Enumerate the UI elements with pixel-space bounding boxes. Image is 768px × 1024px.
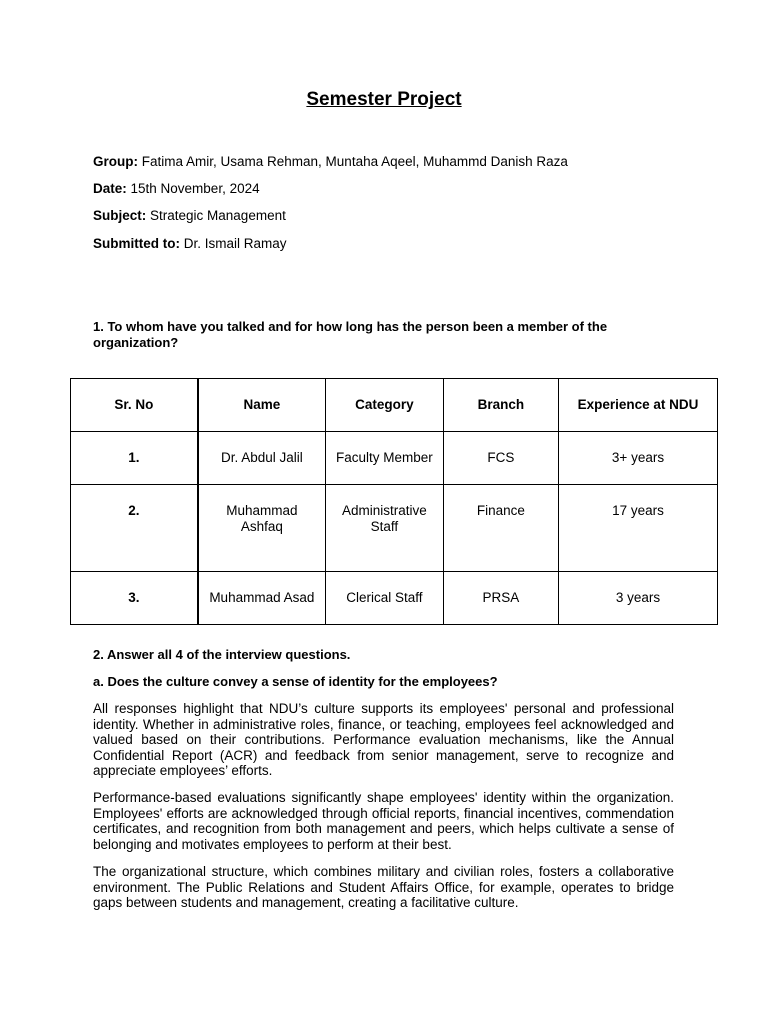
submitted-to-label: Submitted to: bbox=[93, 236, 180, 251]
date-value: 15th November, 2024 bbox=[126, 181, 260, 196]
group-line bbox=[93, 154, 568, 169]
header-category: Category bbox=[326, 379, 444, 432]
answer-paragraph-3: The organizational structure, which combines military and civilian roles, fosters a collaborative environment. The Public Relations and Student Affairs Office, for example, operates to bridge gaps between students and management, creating a facilitative culture. bbox=[93, 864, 674, 910]
subject-line bbox=[93, 208, 286, 223]
table-row bbox=[71, 485, 718, 572]
cell-experience: 3+ years bbox=[559, 432, 718, 485]
cell-name: Muhammad Ashfaq bbox=[198, 485, 326, 572]
cell-name: Dr. Abdul Jalil bbox=[198, 432, 326, 485]
header-experience: Experience at NDU bbox=[559, 379, 718, 432]
cell-experience: 3 years bbox=[559, 572, 718, 625]
cell-branch: Finance bbox=[443, 485, 558, 572]
table-row bbox=[71, 432, 718, 485]
header-name: Name bbox=[198, 379, 326, 432]
date-line bbox=[93, 181, 260, 196]
table-header-row bbox=[71, 379, 718, 432]
cell-category: Faculty Member bbox=[326, 432, 444, 485]
table-row bbox=[71, 572, 718, 625]
cell-sr-no: 2. bbox=[71, 485, 198, 572]
question-2: 2. Answer all 4 of the interview questions. bbox=[93, 647, 351, 662]
date-label: Date: bbox=[93, 181, 127, 196]
answer-paragraph-1: All responses highlight that NDU’s culture supports its employees' personal and professional identity. Whether in administrative roles, finance, or teaching, employees feel acknowledged and valued based on their contributions. Performance evaluation mechanisms, like the Annual Confidential Report (ACR) and feedback from senior management, serve to recognize and appreciate employees’ efforts. bbox=[93, 701, 674, 778]
cell-branch: PRSA bbox=[443, 572, 558, 625]
cell-sr-no: 3. bbox=[71, 572, 198, 625]
header-branch: Branch bbox=[443, 379, 558, 432]
interviewees-table bbox=[70, 378, 718, 625]
cell-name: Muhammad Asad bbox=[198, 572, 326, 625]
group-label: Group: bbox=[93, 154, 138, 169]
subject-label: Subject: bbox=[93, 208, 147, 223]
cell-category: Clerical Staff bbox=[326, 572, 444, 625]
group-value: Fatima Amir, Usama Rehman, Muntaha Aqeel, Muhammd Danish Raza bbox=[138, 154, 568, 169]
question-1: 1. To whom have you talked and for how long has the person been a member of the organization? bbox=[93, 319, 608, 350]
subject-value: Strategic Management bbox=[146, 208, 286, 223]
question-2a: a. Does the culture convey a sense of identity for the employees? bbox=[93, 674, 498, 689]
cell-branch: FCS bbox=[443, 432, 558, 485]
cell-experience: 17 years bbox=[559, 485, 718, 572]
cell-sr-no: 1. bbox=[71, 432, 198, 485]
page-title: Semester Project bbox=[306, 89, 462, 110]
cell-category: Administrative Staff bbox=[326, 485, 444, 572]
submitted-to-value: Dr. Ismail Ramay bbox=[180, 236, 287, 251]
submitted-to-line bbox=[93, 236, 287, 251]
header-sr-no: Sr. No bbox=[71, 379, 198, 432]
answer-paragraph-2: Performance-based evaluations significantly shape employees' identity within the organization. Employees' efforts are acknowledged through official reports, financial incentives, commendation certificates, and recognition from both management and peers, which helps cultivate a sense of belonging and motivates employees to perform at their best. bbox=[93, 790, 674, 852]
